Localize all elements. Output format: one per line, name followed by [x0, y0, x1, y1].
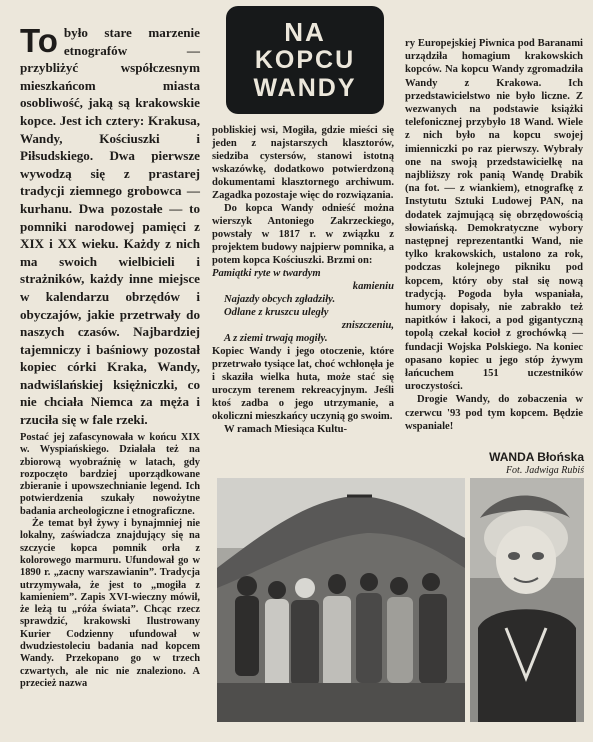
article-column-2 — [212, 124, 394, 476]
article-column-1 — [20, 22, 200, 428]
paragraph: Drogie Wandy, do zobaczenia w czerwcu '93 pod tym kopcem. Będzie wspaniale! — [405, 394, 583, 432]
photo-group-on-mound — [217, 478, 465, 722]
lead-text: było stare marzenie etnografów — przybliżyć współczesnym mieszkańcom miasta osobliwość, jaką są krakowskie kopce. Jest ich cztery: Krakusa, Wandy, Kościuszki i Piłsudskiego. Dwa pierwsze wywodzą się z prastarej tradycji ziemnego grobowca — kurhanu. Dwa pozostałe — to pomniki narodowej pamięci z XIX i XX wieku. Każdy z nich ma swoich wielbicieli i strażników, każdy inne miejsce w kalendarzu obrzędów i obyczajów, jakie przetrwały do naszych czasów. Najbardziej tajemniczy i baśniowy pozostał kopiec córki Kraka, Wandy, nadwiślańskiej księżniczki, co nie chciała Niemca za męża i rzuciła się w fale rzeki. — [20, 25, 200, 428]
headline-line: KOPCU — [254, 46, 356, 74]
author-byline: WANDA Błońska — [489, 450, 584, 464]
poem-line: Pamiątki ryte w twardym — [212, 268, 321, 279]
lead-paragraph — [20, 24, 200, 429]
paragraph: pobliskiej wsi, Mogiła, gdzie mieści się jeden z najstarszych klasztorów, siedziba cystersów, stanowi istotną wskazówkę, dodatkowo potwierdzoną dokumentami klasztornego archiwum. Zagadka pozostaje więc do rozwiązania. — [212, 125, 394, 201]
headline-box — [226, 6, 384, 114]
poem — [212, 267, 394, 345]
drop-cap: To — [20, 22, 58, 59]
paragraph: Do kopca Wandy odnieść można wierszyk Antoniego Zakrzeckiego, powstały w 1817 r. w związku z projektem budowy najpierw pomnika, a potem kopca Kościuszki. Brzmi on: — [212, 203, 394, 266]
photo-strip — [217, 478, 584, 722]
paragraph: ry Europejskiej Piwnica pod Baranami urządziła homagium krakowskich kopców. Na kopcu Wandy zgromadziła Wandy z Krakowa. Ich przedstawicielstwo nie było liczne. Z wezwanych na podstawie książki telefonicznej przybyło 18 Wand. Wiele z nich było na kopcu swojej imienniczki po raz pierwszy. Wybrały one na swoją przedstawicielkę na najbliższy rok panią Wandę Drabik (na fot. — z wiankiem), etnografkę z Instytutu Sztuki Ludowej PAN, na dodatek zajmującą się obrzędowością słowiańską. Demokratyczne wybory następnej reprezentantki Wand, nie tylko krakowskich, ustalono za rok, podczas kolejnego pikniku pod kopcem, który oby stał się nową tradycją. Pogoda była wspaniała, humory dopisały, nie zabrakło też napitków i łakoci, a pod gigantyczną topolą czekał kocioł z grochówką — fundacji Wojska Polskiego. Na koniec opasano kopiec u jego stóp żywym łańcuchem 151 uczestników uroczystości. — [405, 38, 583, 393]
poem-line: A z ziemi trwają mogiły. — [224, 333, 328, 344]
paragraph: Kopiec Wandy i jego otoczenie, które przetrwało tysiące lat, choć wchłonęła je i skaziła wielka huta, może stać się uroczym terenem rekreacyjnym. Jeśli ktoś zadba o jego utrzymanie, a okoliczni mieszkańcy uczynią go swoim. — [212, 346, 394, 422]
headline-line: NA — [284, 17, 326, 47]
photo-portrait-with-wreath — [470, 478, 584, 722]
poem-line: kamieniu — [352, 281, 394, 292]
poem-line: Najazdy obcych zgładziły. — [224, 294, 336, 305]
poem-line: zniszczeniu, — [341, 320, 394, 331]
paragraph: Postać jej zafascynowała w końcu XIX w. Wyspiańskiego. Działała też na zbiorową wyobraźnię w latach, gdy rozpoczęto bardziej uporządkowane zbieranie i upowszechnianie legend. Ich potwierdzenia szukały nowożytne badania archeologiczne i etnograficzne. — [20, 432, 200, 517]
article-column-3 — [405, 37, 583, 451]
photo-credit: Fot. Jadwiga Rubiś — [505, 465, 584, 476]
paragraph: W ramach Miesiąca Kultu- — [224, 424, 348, 435]
article-column-1-lower — [20, 432, 200, 728]
headline-line: WANDY — [253, 74, 357, 102]
paragraph: Że temat był żywy i bynajmniej nie lokalny, zaświadcza znajdujący się na szczycie kopca pomnik orła z kolorowego marmuru. Ufundował go w 1890 r. „zacny warszawianin”. Tradycja utrzymywała, że jest to „mogiła z kamieniem”. Zapis XVI-wieczny mówił, że leżą tu „róża świata”. Chcąc rzecz sprawdzić, krakowski Ilustrowany Kurier Codzienny ufundował w dwudziestoleciu badania nad kopcem Wandy. Przekopano go w trzech czwartych, ale nic nie znaleziono. A przecież nazwa — [20, 518, 200, 689]
poem-line: Odlane z kruszcu uległy — [224, 307, 329, 318]
